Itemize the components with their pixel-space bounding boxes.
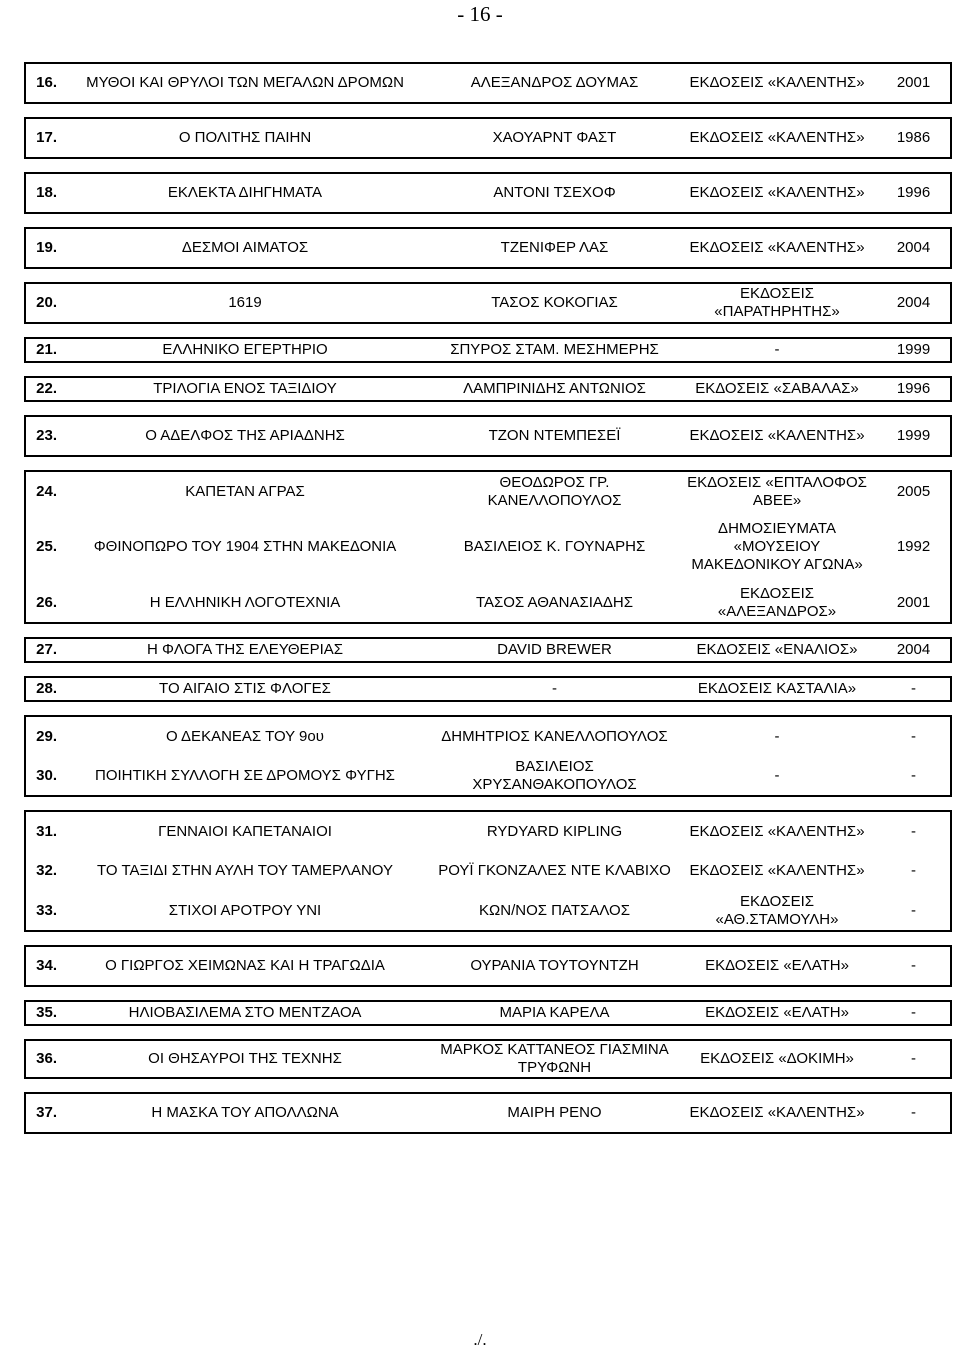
cell-publisher: ΕΚΔΟΣΕΙΣ «ΚΑΛΕΝΤΗΣ» xyxy=(677,63,877,103)
cell-title: Η ΜΑΣΚΑ ΤΟΥ ΑΠΟΛΛΩΝΑ xyxy=(58,1093,432,1133)
cell-year: - xyxy=(877,1040,951,1078)
cell-title: ΓΕΝΝΑΙΟΙ ΚΑΠΕΤΑΝΑΙΟΙ xyxy=(58,811,432,851)
cell-num: 22. xyxy=(25,377,58,401)
cell-publisher: ΕΚΔΟΣΕΙΣ «ΚΑΛΕΝΤΗΣ» xyxy=(677,811,877,851)
table-row xyxy=(25,716,951,756)
cell-year: 1999 xyxy=(877,338,951,362)
cell-publisher: ΕΚΔΟΣΕΙΣ «ΕΠΤΑΛΟΦΟΣ ΑΒΕΕ» xyxy=(677,471,877,511)
cell-year: 1996 xyxy=(877,377,951,401)
cell-year: 1986 xyxy=(877,118,951,158)
table-row xyxy=(25,118,951,158)
cell-year: 1999 xyxy=(877,416,951,456)
row-spacer xyxy=(25,213,951,228)
footer-mark: ./. xyxy=(473,1330,487,1349)
cell-num: 28. xyxy=(25,677,58,701)
table-row xyxy=(25,851,951,891)
book-list-table xyxy=(24,62,952,1134)
cell-publisher: ΕΚΔΟΣΕΙΣ «ΚΑΛΕΝΤΗΣ» xyxy=(677,1093,877,1133)
row-spacer xyxy=(25,456,951,471)
table-row xyxy=(25,173,951,213)
cell-publisher: ΕΚΔΟΣΕΙΣ «ΚΑΛΕΝΤΗΣ» xyxy=(677,173,877,213)
cell-year: 2001 xyxy=(877,63,951,103)
cell-num: 19. xyxy=(25,228,58,268)
cell-author: DAVID BREWER xyxy=(432,638,677,662)
cell-publisher: ΕΚΔΟΣΕΙΣ «ΕΛΑΤΗ» xyxy=(677,1001,877,1025)
table-row xyxy=(25,63,951,103)
cell-year: 2004 xyxy=(877,228,951,268)
table-row xyxy=(25,377,951,401)
cell-title: ΔΕΣΜΟΙ ΑΙΜΑΤΟΣ xyxy=(58,228,432,268)
cell-author: ΜΑΡΚΟΣ ΚΑΤΤΑΝΕΟΣ ΓΙΑΣΜΙΝΑ ΤΡΥΦΩΝΗ xyxy=(432,1040,677,1078)
row-spacer xyxy=(25,623,951,638)
cell-year: - xyxy=(877,851,951,891)
row-spacer xyxy=(25,158,951,173)
cell-year: 2005 xyxy=(877,471,951,511)
row-spacer xyxy=(25,662,951,677)
cell-title: ΠΟΙΗΤΙΚΗ ΣΥΛΛΟΓΗ ΣΕ ΔΡΟΜΟΥΣ ΦΥΓΗΣ xyxy=(58,756,432,796)
cell-year: 2001 xyxy=(877,583,951,623)
cell-publisher: ΕΚΔΟΣΕΙΣ «ΕΝΑΛΙΟΣ» xyxy=(677,638,877,662)
table-row xyxy=(25,511,951,583)
table-row xyxy=(25,756,951,796)
cell-num: 16. xyxy=(25,63,58,103)
cell-num: 26. xyxy=(25,583,58,623)
cell-title: ΕΚΛΕΚΤΑ ΔΙΗΓΗΜΑΤΑ xyxy=(58,173,432,213)
cell-publisher: ΕΚΔΟΣΕΙΣ «ΚΑΛΕΝΤΗΣ» xyxy=(677,118,877,158)
cell-author: ΡΟΥΪ ΓΚΟΝΖΑΛΕΣ ΝΤΕ ΚΛΑΒΙΧΟ xyxy=(438,862,671,879)
row-spacer xyxy=(25,931,951,946)
cell-num: 25. xyxy=(25,511,58,583)
cell-title: ΟΙ ΘΗΣΑΥΡΟΙ ΤΗΣ ΤΕΧΝΗΣ xyxy=(58,1040,432,1078)
cell-title: ΚΑΠΕΤΑΝ ΑΓΡΑΣ xyxy=(58,471,432,511)
cell-author: ΔΗΜΗΤΡΙΟΣ ΚΑΝΕΛΛΟΠΟΥΛΟΣ xyxy=(432,716,677,756)
cell-year: - xyxy=(877,891,951,931)
cell-num: 21. xyxy=(25,338,58,362)
cell-num: 18. xyxy=(25,173,58,213)
cell-author: ΤΖΕΝΙΦΕΡ ΛΑΣ xyxy=(432,228,677,268)
cell-publisher: ΕΚΔΟΣΕΙΣ «ΑΛΕΞΑΝΔΡΟΣ» xyxy=(677,583,877,623)
cell-title: 1619 xyxy=(58,283,432,323)
cell-year: - xyxy=(877,756,951,796)
table-row xyxy=(25,583,951,623)
cell-num: 35. xyxy=(25,1001,58,1025)
cell-num: 23. xyxy=(25,416,58,456)
cell-publisher: ΕΚΔΟΣΕΙΣ «ΔΟΚΙΜΗ» xyxy=(677,1040,877,1078)
cell-publisher: - xyxy=(677,756,877,796)
cell-author: ΧΑΟΥΑΡΝΤ ΦΑΣΤ xyxy=(432,118,677,158)
cell-author: ΒΑΣΙΛΕΙΟΣ ΧΡΥΣΑΝΘΑΚΟΠΟΥΛΟΣ xyxy=(432,756,677,796)
cell-title: ΤΟ ΑΙΓΑΙΟ ΣΤΙΣ ΦΛΟΓΕΣ xyxy=(58,677,432,701)
cell-year: - xyxy=(877,677,951,701)
table-row xyxy=(25,811,951,851)
cell-publisher: ΕΚΔΟΣΕΙΣ «ΑΘ.ΣΤΑΜΟΥΛΗ» xyxy=(677,891,877,931)
row-spacer xyxy=(25,1078,951,1093)
cell-publisher: ΕΚΔΟΣΕΙΣ «ΚΑΛΕΝΤΗΣ» xyxy=(689,862,865,879)
row-spacer xyxy=(25,103,951,118)
cell-author: ΚΩΝ/ΝΟΣ ΠΑΤΣΑΛΟΣ xyxy=(432,891,677,931)
cell-title: ΤΡΙΛΟΓΙΑ ΕΝΟΣ ΤΑΞΙΔΙΟΥ xyxy=(58,377,432,401)
cell-author: ΒΑΣΙΛΕΙΟΣ Κ. ΓΟΥΝΑΡΗΣ xyxy=(463,538,646,555)
cell-author: ΟΥΡΑΝΙΑ ΤΟΥΤΟΥΝΤΖΗ xyxy=(432,946,677,986)
cell-title: ΣΤΙΧΟΙ ΑΡΟΤΡΟΥ ΥΝΙ xyxy=(58,891,432,931)
cell-author: ΤΑΣΟΣ ΚΟΚΟΓΙΑΣ xyxy=(432,283,677,323)
cell-title: ΗΛΙΟΒΑΣΙΛΕΜΑ ΣΤΟ ΜΕΝΤΖΑΟΑ xyxy=(58,1001,432,1025)
cell-year: - xyxy=(877,1093,951,1133)
row-spacer xyxy=(25,986,951,1001)
cell-num: 31. xyxy=(25,811,58,851)
book-rows xyxy=(25,63,951,1133)
cell-year: 1996 xyxy=(877,173,951,213)
table-row xyxy=(25,638,951,662)
cell-year: 2004 xyxy=(877,283,951,323)
cell-num: 30. xyxy=(25,756,58,796)
cell-author: ΣΠΥΡΟΣ ΣΤΑΜ. ΜΕΣΗΜΕΡΗΣ xyxy=(432,338,677,362)
cell-num: 37. xyxy=(25,1093,58,1133)
row-spacer xyxy=(25,1025,951,1040)
table-row xyxy=(25,1040,951,1078)
cell-publisher: ΕΚΔΟΣΕΙΣ «ΣΑΒΑΛΑΣ» xyxy=(677,377,877,401)
cell-publisher: ΕΚΔΟΣΕΙΣ ΚΑΣΤΑΛΙΑ» xyxy=(677,677,877,701)
cell-publisher: - xyxy=(677,716,877,756)
cell-publisher: ΕΚΔΟΣΕΙΣ «ΕΛΑΤΗ» xyxy=(677,946,877,986)
cell-author: ΤΖΟΝ ΝΤΕΜΠΕΣΕΪ xyxy=(432,416,677,456)
table-row xyxy=(25,1001,951,1025)
cell-year: - xyxy=(877,1001,951,1025)
cell-title: ΜΥΘΟΙ ΚΑΙ ΘΡΥΛΟΙ ΤΩΝ ΜΕΓΑΛΩΝ ΔΡΟΜΩΝ xyxy=(58,63,432,103)
table-row xyxy=(25,228,951,268)
cell-num: 24. xyxy=(25,471,58,511)
cell-author: ΤΑΣΟΣ ΑΘΑΝΑΣΙΑΔΗΣ xyxy=(432,583,677,623)
cell-num: 33. xyxy=(25,891,58,931)
table-row xyxy=(25,946,951,986)
cell-title: Ο ΑΔΕΛΦΟΣ ΤΗΣ ΑΡΙΑΔΝΗΣ xyxy=(58,416,432,456)
row-spacer xyxy=(25,362,951,377)
cell-title: Ο ΠΟΛΙΤΗΣ ΠΑΙΗΝ xyxy=(58,118,432,158)
row-spacer xyxy=(25,268,951,283)
cell-publisher: ΕΚΔΟΣΕΙΣ «ΚΑΛΕΝΤΗΣ» xyxy=(677,416,877,456)
cell-year: 2004 xyxy=(877,638,951,662)
cell-title: ΤΟ ΤΑΞΙΔΙ ΣΤΗΝ ΑΥΛΗ ΤΟΥ ΤΑΜΕΡΛΑΝΟΥ xyxy=(97,862,393,879)
cell-title: ΦΘΙΝΟΠΩΡΟ ΤΟΥ 1904 ΣΤΗΝ ΜΑΚΕΔΟΝΙΑ xyxy=(93,538,397,555)
table-row xyxy=(25,677,951,701)
row-spacer xyxy=(25,796,951,811)
cell-year: - xyxy=(877,946,951,986)
cell-author: RYDYARD KIPLING xyxy=(432,811,677,851)
cell-title: Η ΦΛΟΓΑ ΤΗΣ ΕΛΕΥΘΕΡΙΑΣ xyxy=(58,638,432,662)
cell-num: 20. xyxy=(25,283,58,323)
table-row xyxy=(25,416,951,456)
table-row xyxy=(25,1093,951,1133)
cell-author: ΜΑΡΙΑ ΚΑΡΕΛΑ xyxy=(432,1001,677,1025)
cell-title: Ο ΓΙΩΡΓΟΣ ΧΕΙΜΩΝΑΣ ΚΑΙ Η ΤΡΑΓΩΔΙΑ xyxy=(58,946,432,986)
row-spacer xyxy=(25,323,951,338)
cell-author: ΘΕΟΔΩΡΟΣ ΓΡ. ΚΑΝΕΛΛΟΠΟΥΛΟΣ xyxy=(432,471,677,511)
cell-num: 36. xyxy=(25,1040,58,1078)
table-row xyxy=(25,338,951,362)
page-number: - 16 - xyxy=(457,2,503,26)
cell-publisher: ΕΚΔΟΣΕΙΣ «ΚΑΛΕΝΤΗΣ» xyxy=(677,228,877,268)
cell-title: ΕΛΛΗΝΙΚΟ ΕΓΕΡΤΗΡΙΟ xyxy=(58,338,432,362)
table-row xyxy=(25,283,951,323)
cell-num: 17. xyxy=(25,118,58,158)
row-spacer xyxy=(25,401,951,416)
row-spacer xyxy=(25,701,951,716)
table-row xyxy=(25,471,951,511)
cell-publisher: ΔΗΜΟΣΙΕΥΜΑΤΑ «ΜΟΥΣΕΙΟΥ ΜΑΚΕΔΟΝΙΚΟΥ ΑΓΩΝΑ» xyxy=(691,520,863,573)
cell-publisher: - xyxy=(677,338,877,362)
cell-year: - xyxy=(877,716,951,756)
cell-num: 29. xyxy=(25,716,58,756)
cell-author: ΑΝΤΟΝΙ ΤΣΕΧΟΦ xyxy=(432,173,677,213)
cell-year: 1992 xyxy=(877,511,951,583)
cell-author: - xyxy=(432,677,677,701)
table-row xyxy=(25,891,951,931)
cell-num: 32. xyxy=(25,851,58,891)
cell-num: 27. xyxy=(25,638,58,662)
cell-title: Ο ΔΕΚΑΝΕΑΣ ΤΟΥ 9ου xyxy=(58,716,432,756)
cell-num: 34. xyxy=(25,946,58,986)
cell-author: ΑΛΕΞΑΝΔΡΟΣ ΔΟΥΜΑΣ xyxy=(432,63,677,103)
cell-author: ΜΑΙΡΗ ΡΕΝΟ xyxy=(432,1093,677,1133)
cell-year: - xyxy=(877,811,951,851)
cell-publisher: ΕΚΔΟΣΕΙΣ «ΠΑΡΑΤΗΡΗΤΗΣ» xyxy=(677,283,877,323)
cell-title: Η ΕΛΛΗΝΙΚΗ ΛΟΓΟΤΕΧΝΙΑ xyxy=(58,583,432,623)
cell-author: ΛΑΜΠΡΙΝΙΔΗΣ ΑΝΤΩΝΙΟΣ xyxy=(432,377,677,401)
